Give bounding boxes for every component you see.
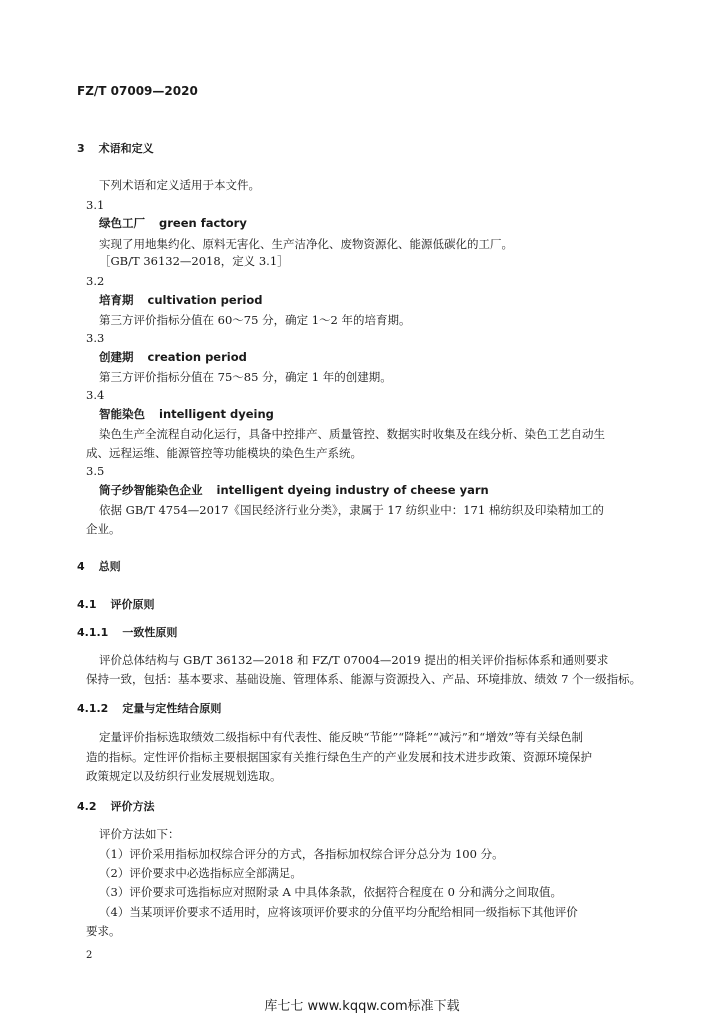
- term-en: intelligent dyeing industry of cheese yarn: [216, 483, 489, 497]
- term-3-1-definition: 实现了用地集约化、原料无害化、生产洁净化、废物资源化、能源低碳化的工厂。: [99, 237, 513, 251]
- term-cn: 创建期: [99, 350, 134, 364]
- term-en: intelligent dyeing: [159, 407, 274, 421]
- section-4-1-2-paragraph-line-2: 造的指标。定性评价指标主要根据国家有关推行绿色生产的产业发展和技术进步政策、资源环境保护: [86, 750, 592, 764]
- term-3-4-number: 3.4: [86, 388, 105, 402]
- term-3-4-definition-line-2: 成、远程运维、能源管控等功能模块的染色生产系统。: [86, 446, 362, 460]
- section-title: 总则: [98, 560, 121, 573]
- list-item: （2）评价要求中必选指标应全部满足。: [99, 866, 302, 880]
- term-3-5-number: 3.5: [86, 464, 105, 478]
- section-title: 定量与定性结合原则: [122, 702, 222, 715]
- section-4-1-1-paragraph-line-1: 评价总体结构与 GB/T 36132—2018 和 FZ/T 07004—2019 提出的相关评价指标体系和通则要求: [99, 653, 609, 667]
- section-4-1-1-paragraph-line-2: 保持一致，包括：基本要求、基础设施、管理体系、能源与资源投入、产品、环境排放、绩效 7 个一级指标。: [86, 672, 642, 686]
- term-cn: 智能染色: [99, 407, 145, 421]
- term-en: cultivation period: [147, 293, 263, 307]
- section-number: 4.2: [77, 800, 97, 813]
- list-item-continuation: 要求。: [86, 924, 121, 938]
- term-3-1-title: [99, 215, 247, 231]
- section-4-heading: [77, 558, 121, 574]
- section-title: 术语和定义: [98, 142, 154, 155]
- term-3-3-definition: 第三方评价指标分值在 75～85 分，确定 1 年的创建期。: [99, 370, 392, 384]
- term-3-1-number: 3.1: [86, 198, 105, 212]
- term-cn: 筒子纱智能染色企业: [99, 483, 203, 497]
- term-3-4-definition-line-1: 染色生产全流程自动化运行，具备中控排产、质量管控、数据实时收集及在线分析、染色工艺自动生: [99, 427, 605, 441]
- section-number: 3: [77, 142, 85, 155]
- section-title: 一致性原则: [122, 626, 178, 639]
- term-3-1-source: ［GB/T 36132—2018，定义 3.1］: [99, 254, 289, 268]
- term-3-5-definition-line-1: 依据 GB/T 4754—2017《国民经济行业分类》，隶属于 17 纺织业中：171 棉纺织及印染精加工的: [99, 503, 604, 517]
- section-3-intro: 下列术语和定义适用于本文件。: [99, 178, 260, 192]
- term-cn: 绿色工厂: [99, 216, 145, 230]
- section-number: 4.1: [77, 598, 97, 611]
- term-3-5-title: [99, 482, 489, 498]
- section-4-1-1-heading: [77, 624, 177, 640]
- section-4-2-intro: 评价方法如下：: [99, 827, 180, 841]
- footer-watermark: 库七七 www.kqqw.com标准下载: [264, 999, 460, 1014]
- term-3-2-definition: 第三方评价指标分值在 60～75 分，确定 1～2 年的培育期。: [99, 313, 411, 327]
- list-item: （3）评价要求可选指标应对照附录 A 中具体条款，依据符合程度在 0 分和满分之间取值。: [99, 885, 563, 899]
- list-item: （4）当某项评价要求不适用时，应将该项评价要求的分值平均分配给相同一级指标下其他评价: [99, 905, 578, 919]
- term-3-4-title: [99, 406, 274, 422]
- page-number: 2: [86, 950, 93, 961]
- term-en: green factory: [159, 216, 247, 230]
- list-item: （1）评价采用指标加权综合评分的方式，各指标加权综合评分总分为 100 分。: [99, 847, 504, 861]
- section-title: 评价原则: [110, 598, 155, 611]
- term-3-5-definition-line-2: 企业。: [86, 522, 121, 536]
- term-3-2-number: 3.2: [86, 274, 105, 288]
- section-4-1-2-paragraph-line-3: 政策规定以及纺织行业发展规划选取。: [86, 769, 282, 783]
- section-4-1-2-paragraph-line-1: 定量评价指标选取绩效二级指标中有代表性、能反映“节能”“降耗”“减污”和“增效”等有关绿色制: [99, 730, 584, 744]
- term-3-3-title: [99, 349, 247, 365]
- standard-number: FZ/T 07009—2020: [77, 84, 198, 98]
- term-en: creation period: [147, 350, 247, 364]
- section-3-heading: [77, 140, 154, 156]
- section-number: 4.1.1: [77, 626, 109, 639]
- section-number: 4.1.2: [77, 702, 109, 715]
- section-4-2-heading: [77, 798, 155, 814]
- term-3-2-title: [99, 292, 262, 308]
- section-4-1-2-heading: [77, 700, 221, 716]
- section-4-1-heading: [77, 596, 155, 612]
- section-number: 4: [77, 560, 85, 573]
- term-3-3-number: 3.3: [86, 331, 105, 345]
- term-cn: 培育期: [99, 293, 134, 307]
- section-title: 评价方法: [110, 800, 155, 813]
